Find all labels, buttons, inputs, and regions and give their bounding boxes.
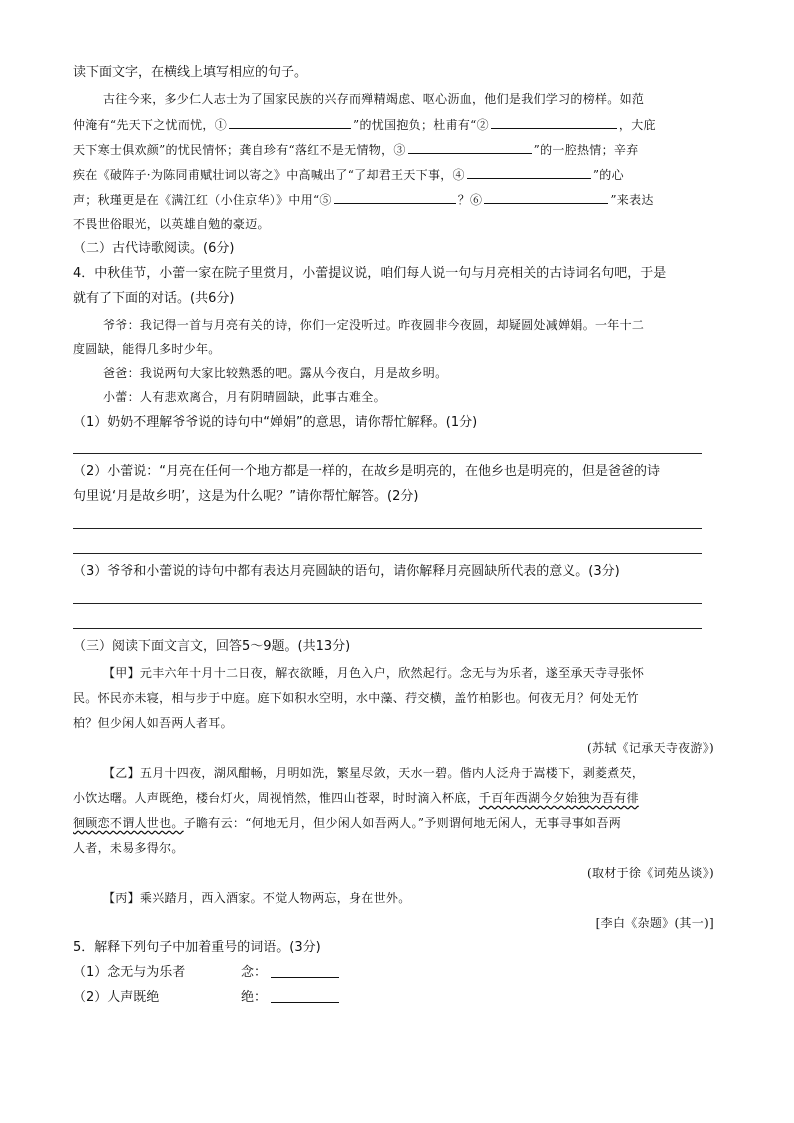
question-5-title: 5．解释下列句子中加着重号的词语。(3分): [73, 940, 321, 955]
source-jia: (苏轼《记承天寺夜游》): [587, 741, 714, 755]
sub-question-2: （2）小蕾说：“月亮在任何一个地方都是一样的，在故乡是明亮的，在他乡也是明亮的，但是爸爸的诗: [73, 464, 661, 479]
question-5-item: （1）念无与为乐者 念：: [73, 964, 185, 982]
sub-question-2: 句里说‘月是故乡明’，这是为什么呢？”请你帮忙解答。(2分): [73, 489, 419, 504]
passage-line: 天下寒士俱欢颜”的忧民情怀；龚自珍有“落红不是无情物，③ ”的一腔热情；辛弃: [73, 140, 639, 159]
answer-blank-jue[interactable]: [271, 989, 339, 1003]
dialogue-grandpa: 度圆缺，能得几多时少年。: [73, 342, 221, 356]
source-yi: (取材于徐《词苑丛谈》): [587, 866, 714, 880]
dialogue-dad: 爸爸：我说两句大家比较熟悉的吧。露从今夜白，月是故乡明。: [103, 366, 448, 380]
answer-blank-3[interactable]: [408, 140, 532, 154]
passage-line: 不畏世俗眼光，以英雄自勉的豪迈。: [73, 217, 270, 231]
underlined-sentence: 徊顾恋不谓人世也。: [73, 816, 184, 830]
dialogue-xiaolei: 小蕾：人有悲欢离合，月有阴晴圆缺，此事古难全。: [103, 390, 386, 404]
text-jia: 【甲】元丰六年十月十二日夜，解衣欲睡，月色入户，欣然起行。念无与为乐者，遂至承天寺寻张怀: [103, 666, 645, 680]
answer-line[interactable]: [73, 603, 702, 604]
text-yi: 【乙】五月十四夜，湖风酣畅，月明如洗，繁星尽敛，天水一碧。偕内人泛舟于嵩楼下，剥菱煮芡，: [103, 766, 645, 780]
section-heading: （二）古代诗歌阅读。(6分): [73, 241, 235, 256]
text-jia: 柏？但少闲人如吾两人者耳。: [73, 716, 233, 730]
answer-blank-2[interactable]: [491, 115, 617, 129]
answer-blank-1[interactable]: [229, 115, 351, 129]
answer-line[interactable]: [73, 628, 702, 629]
answer-blank-nian[interactable]: [271, 964, 339, 978]
text-yi: 小饮达曙。人声既绝，楼台灯火，周视悄然，惟四山苍翠，时时滴入杯底，千百年西湖今夕始独为吾有徘: [73, 791, 639, 805]
underlined-sentence: 千百年西湖今夕始独为吾有徘: [478, 791, 639, 805]
text-yi: 徊顾恋不谓人世也。子瞻有云：“何地无月，但少闲人如吾两人。”予则谓何地无闲人，无事寻事如吾两: [73, 816, 622, 830]
question-5-item: （2）人声既绝 绝：: [73, 989, 159, 1007]
text-bing: 【丙】乘兴踏月，西入酒家。不觉人物两忘，身在世外。: [103, 891, 411, 905]
text-yi: 人者，未易多得尔。: [73, 841, 184, 855]
passage-line: 声；秋瑾更是在《满江红（小住京华）》中用“⑤ ？⑥ ”来表达: [73, 190, 654, 209]
source-bing: [李白《杂题》(其一)]: [595, 916, 714, 930]
text-jia: 民。怀民亦未寝，相与步于中庭。庭下如积水空明，水中藻、荇交横，盖竹柏影也。何夜无月？何处无竹: [73, 691, 639, 705]
section-heading: （三）阅读下面文言文，回答5～9题。(共13分): [73, 639, 351, 654]
question-4-text: 就有了下面的对话。(共6分): [73, 291, 235, 306]
question-4-text: 4．中秋佳节，小蕾一家在院子里赏月，小蕾提议说，咱们每人说一句与月亮相关的古诗词名句吧，于是: [73, 266, 667, 281]
answer-blank-4[interactable]: [467, 165, 591, 179]
passage-line: 仲淹有“先天下之忧而忧，① ”的忧国抱负；杜甫有“② ，大庇: [73, 115, 656, 134]
answer-blank-6[interactable]: [484, 190, 608, 204]
answer-blank-5[interactable]: [334, 190, 456, 204]
instruction-text: 读下面文字，在横线上填写相应的句子。: [73, 65, 308, 80]
answer-line[interactable]: [73, 528, 702, 529]
answer-line[interactable]: [73, 453, 702, 454]
sub-question-1: （1）奶奶不理解爷爷说的诗句中“婵娟”的意思，请你帮忙解释。(1分): [73, 415, 478, 430]
dialogue-grandpa: 爷爷：我记得一首与月亮有关的诗，你们一定没听过。昨夜圆非今夜圆，却疑圆处减婵娟。一年十二: [103, 318, 645, 332]
answer-line[interactable]: [73, 553, 702, 554]
passage-line: 疾在《破阵子·为陈同甫赋壮词以寄之》中高喊出了“了却君王天下事，④ ”的心: [73, 165, 624, 184]
sub-question-3: （3）爷爷和小蕾说的诗句中都有表达月亮圆缺的语句，请你解释月亮圆缺所代表的意义。(3分): [73, 564, 620, 579]
passage-line: 古往今来，多少仁人志士为了国家民族的兴存而殚精竭虑、呕心沥血，他们是我们学习的榜样。如范: [103, 92, 645, 106]
